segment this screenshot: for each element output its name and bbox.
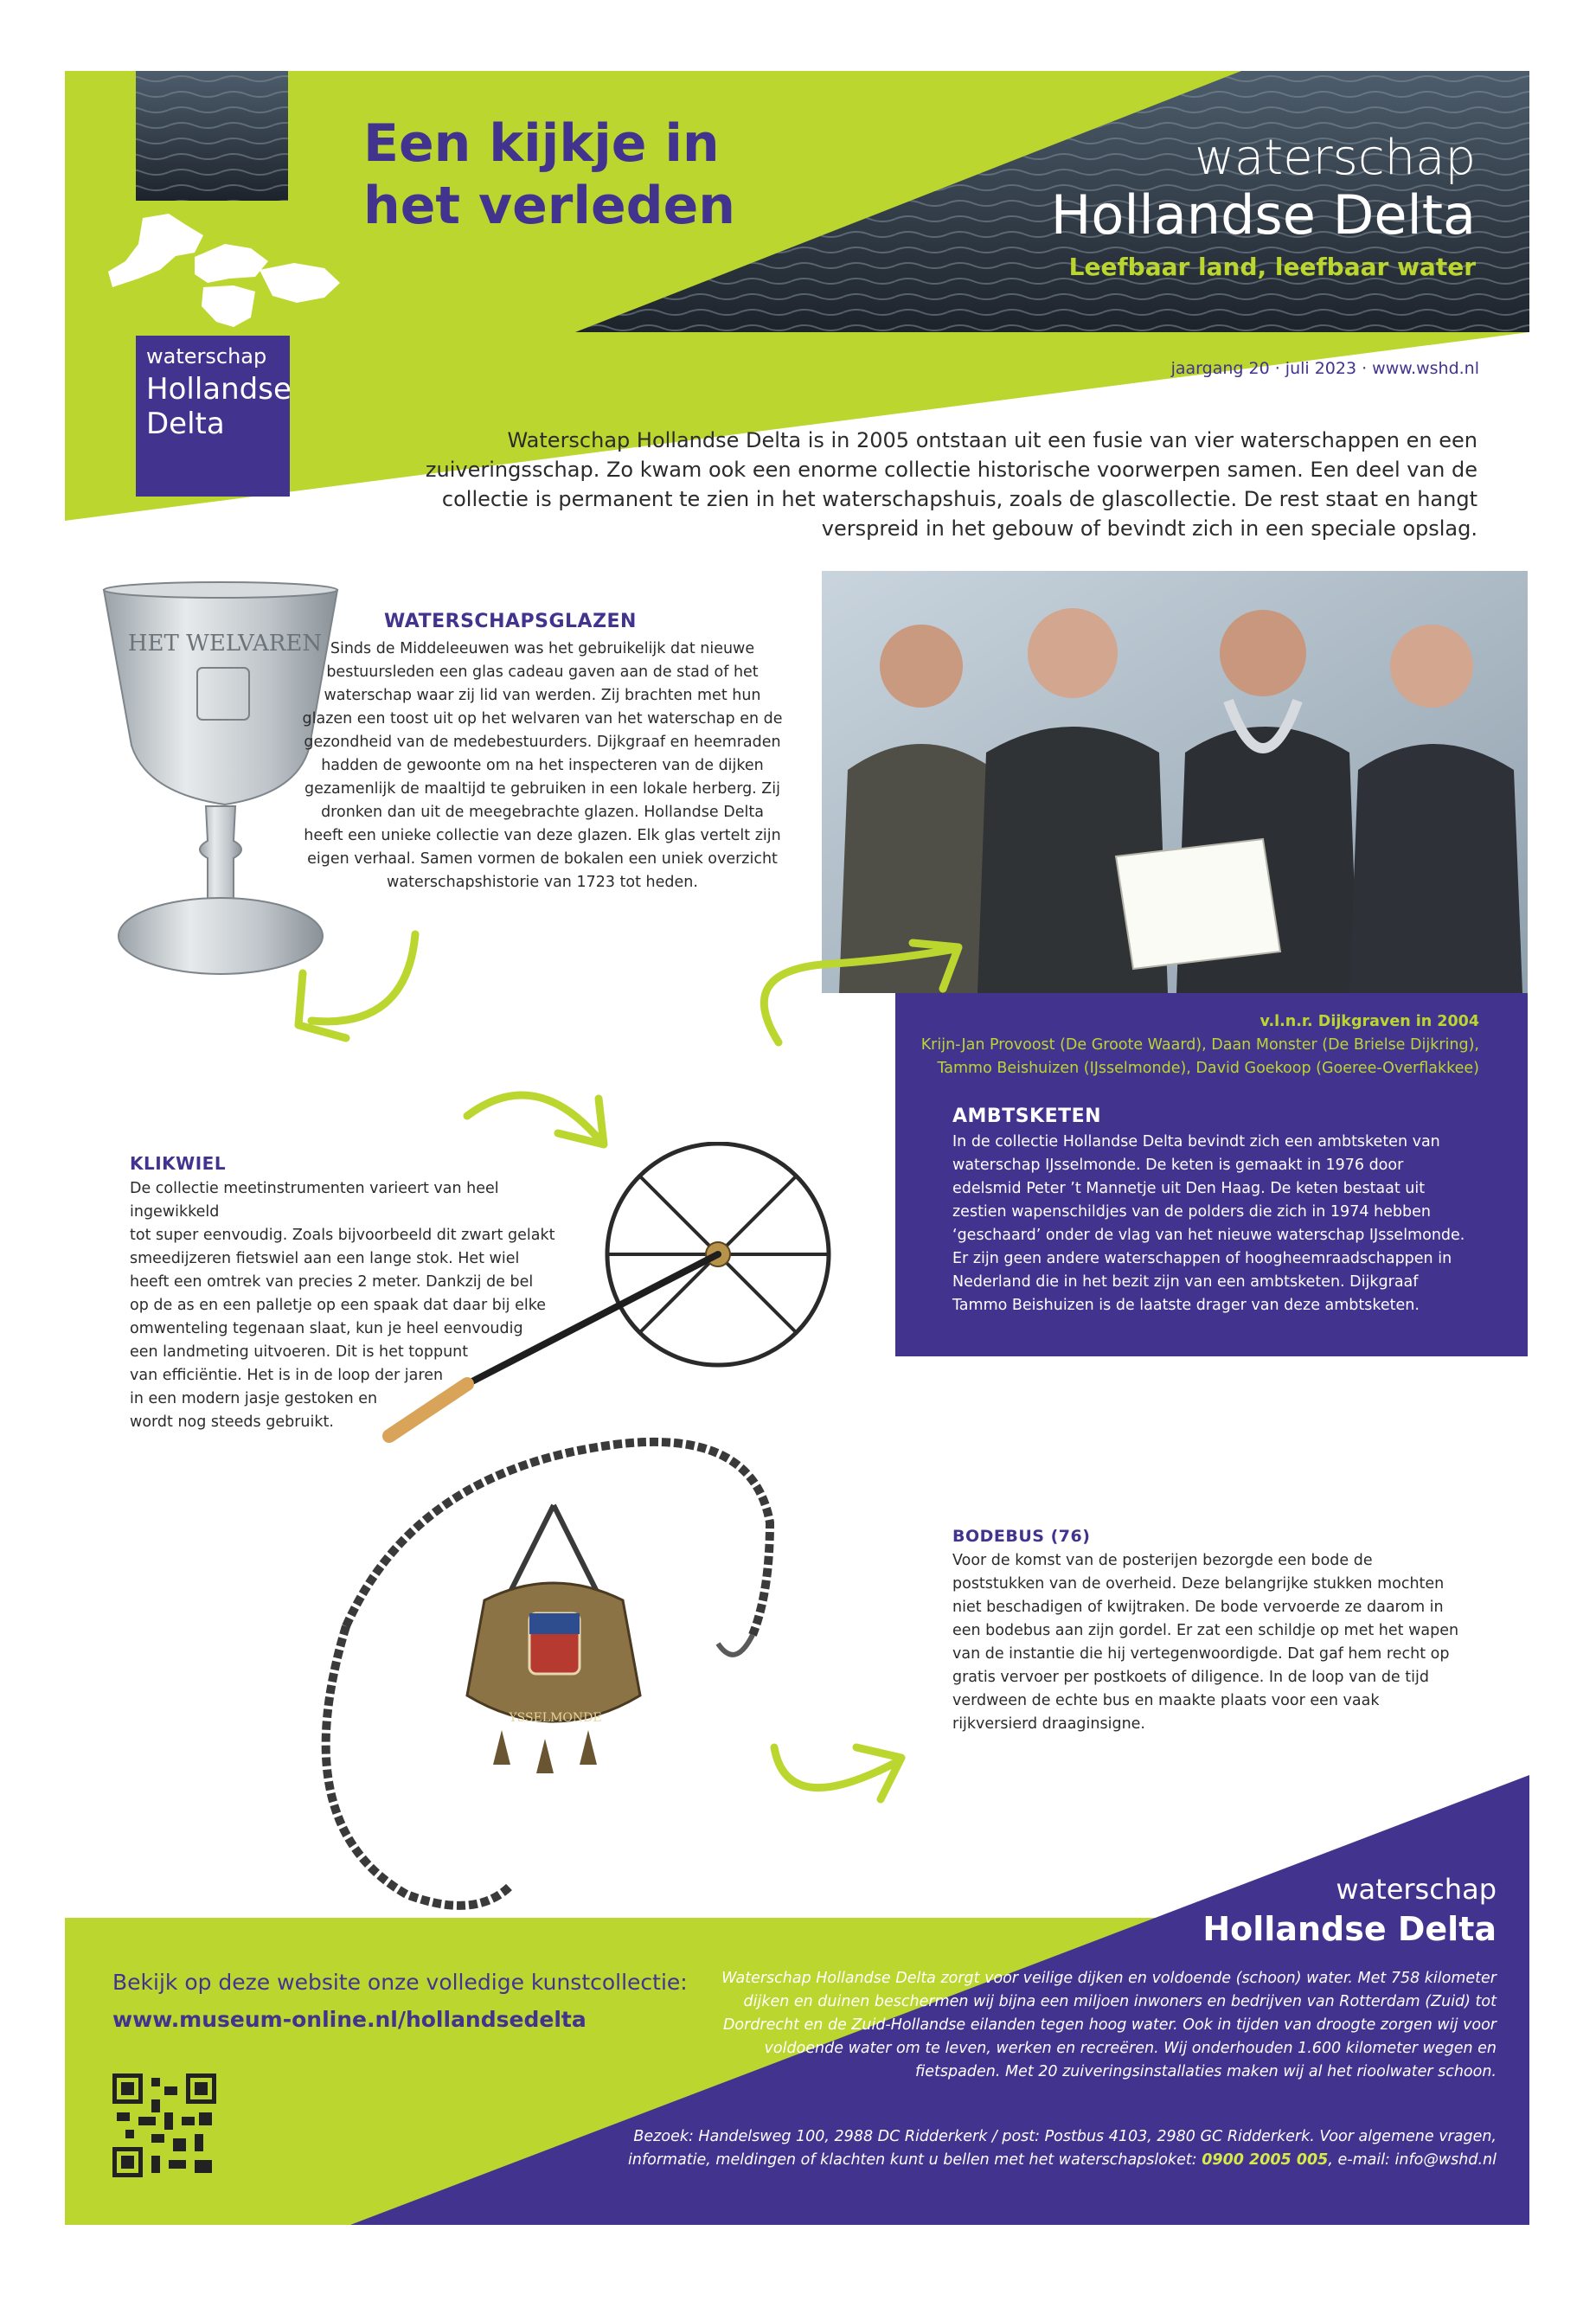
visit-text: Bekijk op deze website onze volledige kunstcollectie: <box>112 1970 688 1995</box>
arrow-icon <box>277 926 433 1055</box>
article-line: in een modern jasje gestoken en <box>130 1390 378 1407</box>
contact-text: informatie, meldingen of klachten kunt u bellen met het waterschapsloket: <box>628 2151 1197 2169</box>
article-title: AMBTSKETEN <box>952 1106 1102 1127</box>
article-line: op de as en een palletje op een spaak dat daar bij elke <box>130 1297 547 1314</box>
footer-brand-name: Hollandse Delta <box>1202 1910 1497 1948</box>
badge-engraving: YSSELMONDE <box>509 1711 602 1725</box>
brand-name: Hollandse Delta <box>1050 183 1476 247</box>
article-line: tot super eenvoudig. Zoals bijvoorbeeld dit zwart gelakt <box>130 1227 555 1244</box>
footer-brand-small: waterschap <box>1336 1873 1497 1906</box>
logo-line1: waterschap <box>146 344 267 369</box>
ambtsketen-panel <box>895 993 1528 1356</box>
contact-line <box>588 2149 1497 2172</box>
article-line: wordt nog steeds gebruikt. <box>130 1413 334 1431</box>
caption-title: v.l.n.r. Dijkgraven in 2004 <box>1259 1013 1479 1030</box>
brand-small: waterschap <box>1195 130 1476 186</box>
article-body: In de collectie Hollandse Delta bevindt zich een ambtsketen van waterschap IJsselmonde. De keten is gemaakt in 1976 door edelsmid Peter ’t Mannetje uit Den Haag. De keten bestaat uit zestien wapenschildjes van de polders die zich in 1974 hebben ‘geschaard’ onder de vlag van het nieuwe waterschap IJsselmonde. Er zijn geen andere waterschappen of hoogheemraadschappen in Nederland die in het bezit zijn van een ambtsketen. Dijkgraaf Tammo Beishuizen is de laatste drager van deze ambtsketen. <box>952 1133 1465 1314</box>
header-banner <box>65 71 1529 541</box>
article-title: KLIKWIEL <box>130 1153 227 1174</box>
glass-engraving: HET WELVAREN <box>127 631 323 657</box>
contact-address: Bezoek: Handelsweg 100, 2988 DC Ridderkerk / post: Postbus 4103, 2980 GC Ridderkerk. Voor algemene vragen, <box>633 2128 1497 2145</box>
article-line: omwenteling tegenaan slaat, kun je heel eenvoudig <box>130 1320 523 1337</box>
article-line: van efficiëntie. Het is in de loop der jaren <box>130 1367 444 1384</box>
caption-line: Krijn-Jan Provoost (De Groote Waard), Daan Monster (De Brielse Dijkring), <box>920 1036 1479 1054</box>
article-line: heeft een omtrek van precies 2 meter. Dankzij de bel <box>130 1273 534 1291</box>
klikwiel-image <box>372 1142 856 1453</box>
footer-banner <box>65 1775 1529 2225</box>
footer-contact <box>588 2125 1497 2172</box>
article-line: een landmeting uitvoeren. Dit is het toppunt <box>130 1343 469 1361</box>
article-title: BODEBUS (76) <box>952 1527 1091 1546</box>
caption-line: Tammo Beishuizen (IJsselmonde), David Goekoop (Goeree-Overflakkee) <box>937 1060 1479 1077</box>
article-line: smeedijzeren fietswiel aan een lange stok. Het wiel <box>130 1250 520 1267</box>
phone-number[interactable]: 0900 2005 005 <box>1202 2151 1329 2169</box>
arrow-icon <box>744 939 969 1051</box>
article-ambtsketen <box>952 1106 1471 1317</box>
footer-about: Waterschap Hollandse Delta zorgt voor veilige dijken en voldoende (schoon) water. Met 758 kilometer dijken en duinen beschermen wij bijna een miljoen inwoners en bedrijven van Rotterdam (Zuid) tot Dordrecht en de Zuid-Hollandse eilanden tegen hoog water. Ook in tijden van droogte zorgen wij voor voldoende water om te leven, werken en recreëren. Wij onderhouden 1.600 kilometer wegen en fietspaden. Met 20 zuiveringsinstallaties maken wij al het rioolwater schoon. <box>721 1970 1497 2080</box>
article-bodebus <box>952 1527 1463 1736</box>
article-waterschapsglazen <box>301 611 784 894</box>
intro-paragraph: Waterschap Hollandse Delta is in 2005 ontstaan uit een fusie van vier waterschappen en een zuiveringsschap. Zo kwam ook een enorme collectie historische voorwerpen samen. Een deel van de collectie is permanent te zien in het waterschapshuis, zoals de glascollectie. De rest staat en hangt verspreid in het gebouw of bevindt zich in een speciale opslag. <box>425 428 1477 541</box>
photo-caption <box>921 1010 1479 1080</box>
tagline: Leefbaar land, leefbaar water <box>1068 253 1476 281</box>
page-title: Een kijkje in het verleden <box>363 113 735 236</box>
article-line: De collectie meetinstrumenten varieert van heel ingewikkeld <box>130 1180 499 1221</box>
contact-email[interactable]: , e-mail: info@wshd.nl <box>1328 2151 1497 2169</box>
dijkgraven-photo <box>822 571 1528 993</box>
issue-info: jaargang 20 · juli 2023 · www.wshd.nl <box>1170 359 1479 378</box>
article-title: WATERSCHAPSGLAZEN <box>384 611 637 632</box>
collection-link[interactable]: www.museum-online.nl/hollandsedelta <box>112 2007 586 2032</box>
article-body: Sinds de Middeleeuwen was het gebruikelijk dat nieuwe bestuursleden een glas cadeau gaven aan de stad of het waterschap waar zij lid van werden. Zij brachten met hun glazen een toost uit op het welvaren van het waterschap en de gezondheid van de medebestuurders. Dijkgraaf en heemraden hadden de gewoonte om na het inspecteren van de dijken gezamenlijk de maaltijd te gebruiken in een lokale herberg. Zij dronken dan uit de meegebrachte glazen. Hollandse Delta heeft een unieke collectie van deze glazen. Elk glas vertelt zijn eigen verhaal. Samen vormen de bokalen een uniek overzicht waterschapshistorie van 1723 tot heden. <box>302 640 783 891</box>
logo-box <box>136 336 290 497</box>
article-body: Voor de komst van de posterijen bezorgde een bode de poststukken van de overheid. Deze belangrijke stukken mochten niet beschadigen of kwijtraken. De bode vervoerde ze daarom in een bodebus aan zijn gordel. Er zat een schildje op met het wapen van de instantie die hij vertegenwoordigde. Dat gaf hem recht op gratis vervoer per postkoets of diligence. In de loop van de tijd verdween de echte bus en maakte plaats voor een vaak rijkversierd draaginsigne. <box>952 1552 1459 1733</box>
logo-line2: Hollandse Delta <box>146 372 292 441</box>
qr-code-icon[interactable] <box>112 2073 216 2177</box>
